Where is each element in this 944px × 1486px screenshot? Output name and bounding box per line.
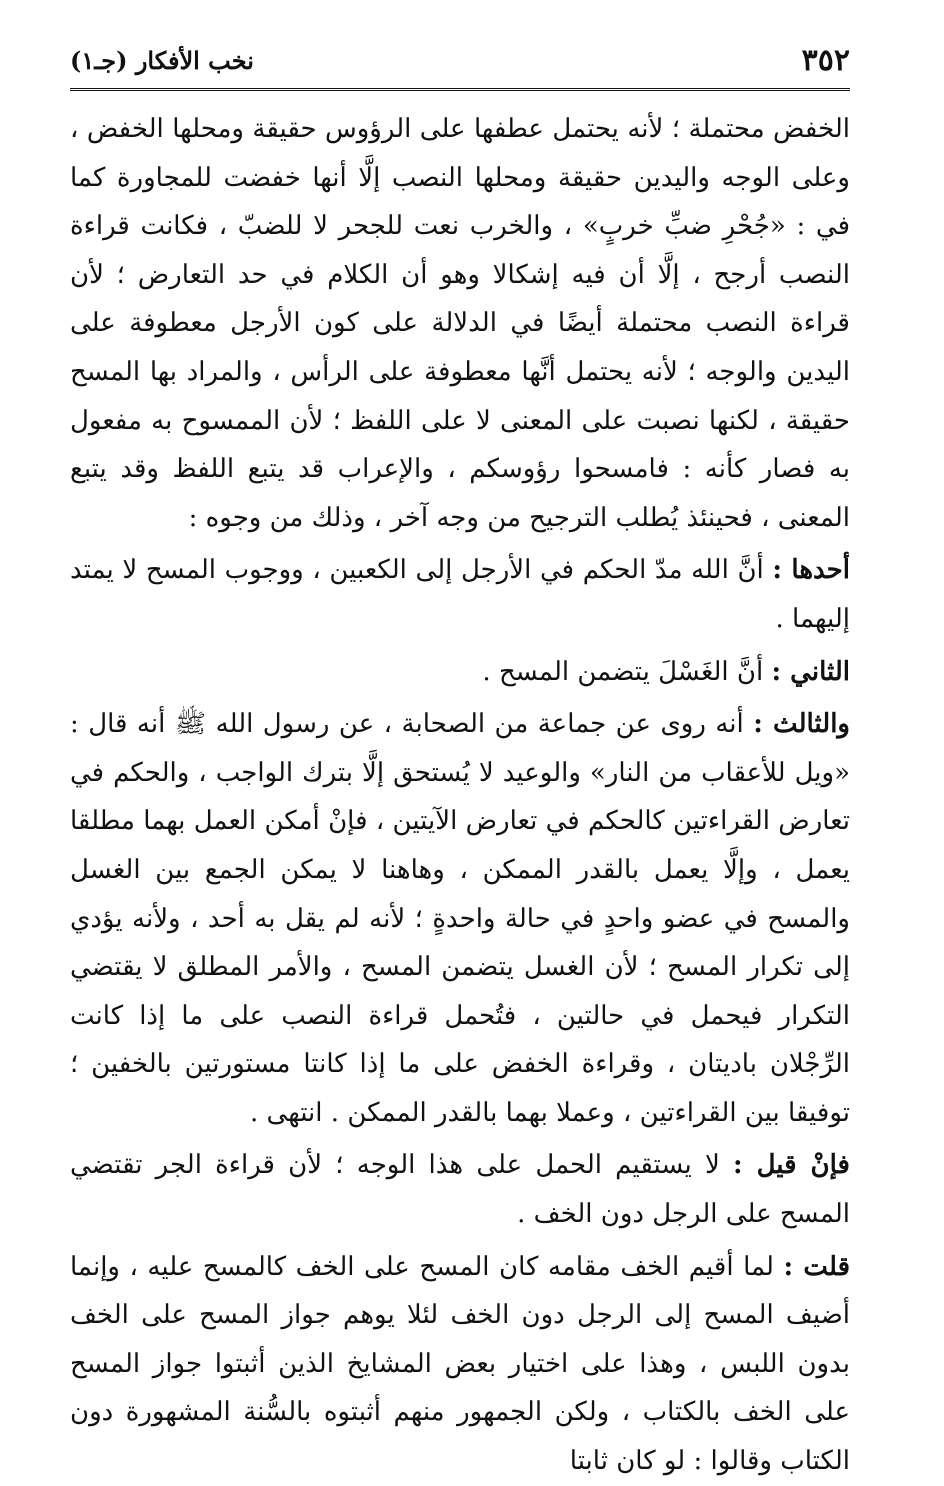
paragraph-2-lead: أحدها : [772,555,850,586]
paragraph-6-lead: قلت : [783,1251,851,1282]
page-header [70,38,850,91]
page-number: ٣٥٢ [801,42,850,78]
paragraph-4 [70,700,850,1137]
page-body [70,105,850,1486]
paragraph-6 [70,1243,850,1486]
paragraph-3-lead: الثاني : [771,656,850,687]
running-title: نخب الأفكار (جـ١) [70,45,254,75]
paragraph-3 [70,648,850,697]
paragraph-5-text: لا يستقيم الحمل على هذا الوجه ؛ لأن قراءة الجر تقتضي المسح على الرجل دون الخف . [70,1150,850,1230]
paragraph-5 [70,1141,850,1238]
paragraph-4-text: أنه روى عن جماعة من الصحابة ، عن رسول الله ﷺ أنه قال : «ويل للأعقاب من النار» والوعيد لا يُستحق إلَّا بترك الواجب ، والحكم في تعارض القراءتين كالحكم في تعارض الآيتين ، فإنْ أمكن العمل بهما مطلقا يعمل ، وإلَّا يعمل بالقدر الممكن ، وهاهنا لا يمكن الجمع بين الغسل والمسح في عضو واحدٍ في حالة واحدةٍ ؛ لأنه لم يقل به أحد ، ولأنه يؤدي إلى تكرار المسح ؛ لأن الغسل يتضمن المسح ، والأمر المطلق لا يقتضي التكرار فيحمل في حالتين ، فتُحمل قراءة النصب على ما إذا كانت الرِّجْلان باديتان ، وقراءة الخفض على ما إذا كانتا مستورتين بالخفين ؛ توفيقا بين القراءتين ، وعملا بهما بالقدر الممكن . انتهى . [70,709,850,1128]
book-page [70,38,850,1486]
paragraph-3-text: أنَّ الغَسْلَ يتضمن المسح . [482,656,772,687]
paragraph-1 [70,105,850,542]
paragraph-2 [70,546,850,643]
paragraph-2-text: أنَّ الله مدّ الحكم في الأرجل إلى الكعبين ، ووجوب المسح لا يمتد إليهما . [70,555,850,634]
paragraph-1-text: الخفض محتملة ؛ لأنه يحتمل عطفها على الرؤوس حقيقة ومحلها الخفض ، وعلى الوجه واليدين حقيقة ومحلها النصب إلَّا أنها خفضت للمجاورة كما في : «جُحْرِ ضبِّ خربٍ» ، والخرب نعت للجحر لا للضبّ ، فكانت قراءة النصب أرجح ، إلَّا أن فيه إشكالا وهو أن الكلام في حد التعارض ؛ لأن قراءة النصب محتملة أيضًا في الدلالة على كون الأرجل معطوفة على اليدين والوجه ؛ لأنه يحتمل أنَّها معطوفة على الرأس ، والمراد بها المسح حقيقة ، لكنها نصبت على المعنى لا على اللفظ ؛ لأن الممسوح به مفعول به فصار كأنه : فامسحوا رؤوسكم ، والإعراب قد يتبع اللفظ وقد يتبع المعنى ، فحينئذ يُطلب الترجيح من وجه آخر ، وذلك من وجوه : [70,114,850,533]
paragraph-5-lead: فإنْ قيل : [733,1150,850,1181]
paragraph-6-text: لما أقيم الخف مقامه كان المسح على الخف كالمسح عليه ، وإنما أضيف المسح إلى الرجل دون الخف لئلا يوهم جواز المسح على الخف بدون اللبس ، وهذا على اختيار بعض المشايخ الذين أثبتوا جواز المسح على الخف بالكتاب ، ولكن الجمهور منهم أثبتوه بالسُّنة المشهورة دون الكتاب وقالوا : لو كان ثابتا [70,1251,850,1477]
paragraph-4-lead: والثالث : [753,709,850,740]
